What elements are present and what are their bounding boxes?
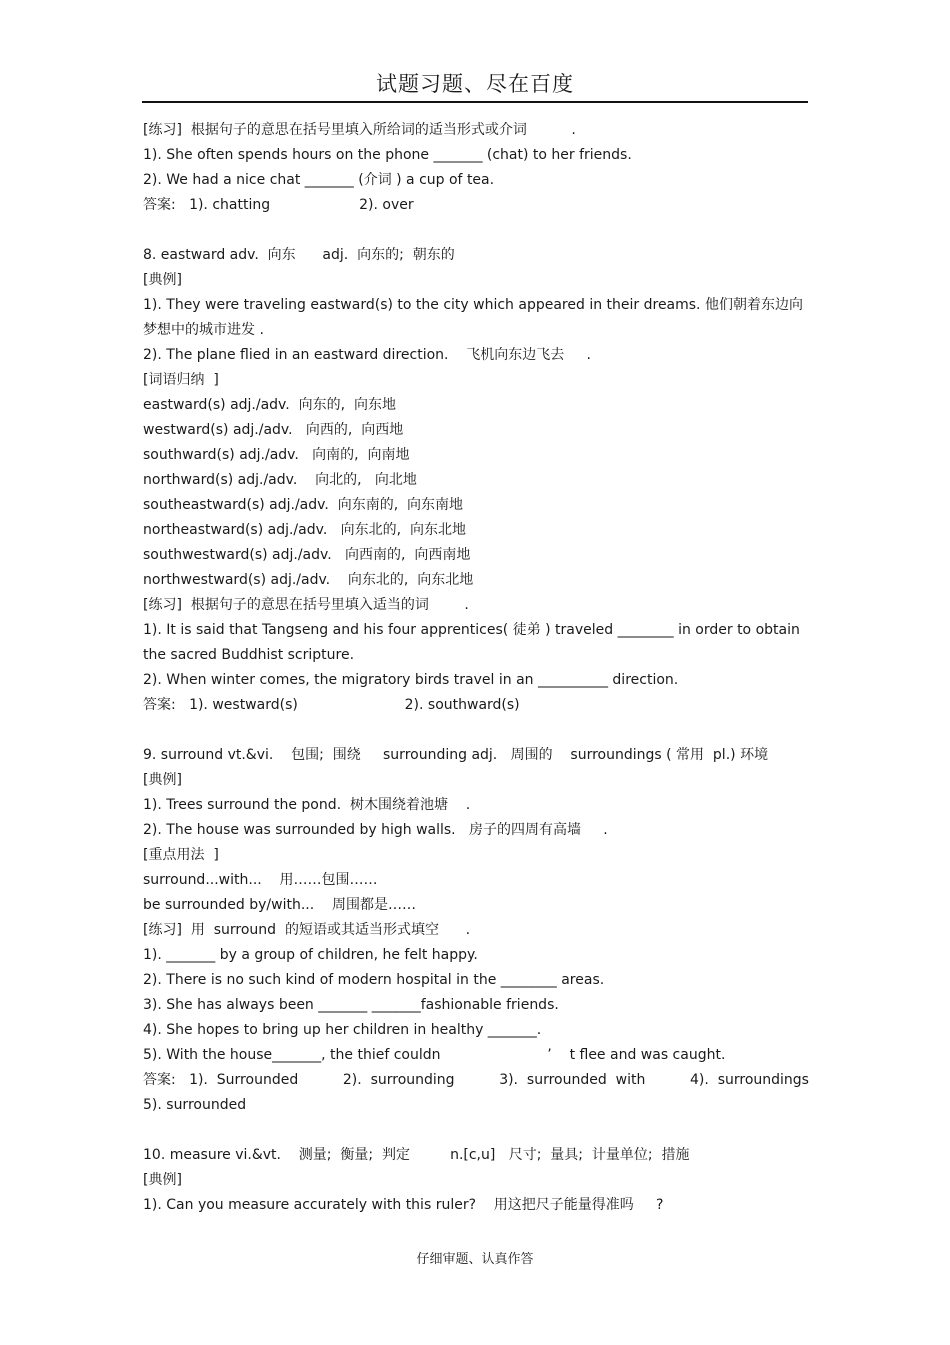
- header-divider: [142, 101, 808, 103]
- exercise-item: 3). She has always been _______ _______fashionable friends.: [143, 997, 559, 1013]
- usage-item: be surrounded by/with... 周围都是……: [143, 897, 416, 913]
- answer-line: 答案: 1). chatting 2). over: [143, 197, 414, 213]
- answer-part: 2). surrounding: [342, 1072, 455, 1088]
- exercise-item: 1). It is said that Tangseng and his four apprentices( 徒弟 ) traveled ________ in order to obtain the sacred Buddhist scripture.: [143, 622, 800, 663]
- exercise-heading: [练习] 根据句子的意思在括号里填入所给词的适当形式或介词 .: [143, 122, 576, 138]
- spacer: [143, 718, 809, 743]
- word-form-item: southeastward(s) adj./adv. 向东南的, 向东南地: [143, 497, 464, 513]
- page-footer: 仔细审题、认真作答: [416, 1252, 534, 1267]
- example-sentence: 1). Can you measure accurately with this ruler? 用这把尺子能量得准吗 ?: [143, 1197, 664, 1213]
- vocab-entry-surround: 9. surround vt.&vi. 包围; 围绕 surrounding adj. 周围的 surroundings ( 常用 pl.) 环境: [143, 747, 769, 763]
- exercise-item: 2). There is no such kind of modern hospital in the ________ areas.: [143, 972, 605, 988]
- exercise-item: 5). With the house_______, the thief couldn ’ t flee and was caught.: [143, 1047, 726, 1063]
- exercise-item: 1). _______ by a group of children, he felt happy.: [143, 947, 478, 963]
- word-form-item: southward(s) adj./adv. 向南的, 向南地: [143, 447, 410, 463]
- exercise-item: 2). When winter comes, the migratory birds travel in an __________ direction.: [143, 672, 679, 688]
- document-body: [143, 118, 809, 1218]
- spacer: [143, 1118, 809, 1143]
- answer-line: [143, 1068, 809, 1093]
- example-heading: [典例]: [143, 772, 182, 788]
- exercise-item: 2). We had a nice chat _______ (介词 ) a cup of tea.: [143, 172, 495, 188]
- word-form-item: northward(s) adj./adv. 向北的, 向北地: [143, 472, 417, 488]
- answer-part: 4). surroundings: [689, 1072, 809, 1088]
- example-heading: [典例]: [143, 1172, 182, 1188]
- answer-line: 5). surrounded: [143, 1097, 247, 1113]
- answer-part: 答案: 1). Surrounded: [143, 1072, 299, 1088]
- example-sentence: 2). The house was surrounded by high walls. 房子的四周有高墙 .: [143, 822, 608, 838]
- example-sentence: 1). Trees surround the pond. 树木围绕着池塘 .: [143, 797, 471, 813]
- vocab-entry-eastward: 8. eastward adv. 向东 adj. 向东的; 朝东的: [143, 247, 455, 263]
- exercise-heading: [练习] 根据句子的意思在括号里填入适当的词 .: [143, 597, 469, 613]
- word-form-item: northwestward(s) adj./adv. 向东北的, 向东北地: [143, 572, 474, 588]
- exercise-item: 1). She often spends hours on the phone _______ (chat) to her friends.: [143, 147, 632, 163]
- word-form-item: southwestward(s) adj./adv. 向西南的, 向西南地: [143, 547, 471, 563]
- page-header-title: 试题习题、尽在百度: [376, 72, 574, 96]
- word-form-item: westward(s) adj./adv. 向西的, 向西地: [143, 422, 404, 438]
- usage-item: surround...with... 用……包围……: [143, 872, 378, 888]
- answer-line: 答案: 1). westward(s) 2). southward(s): [143, 697, 520, 713]
- exercise-heading: [练习] 用 surround 的短语或其适当形式填空 .: [143, 922, 471, 938]
- spacer: [143, 218, 809, 243]
- word-form-item: eastward(s) adj./adv. 向东的, 向东地: [143, 397, 396, 413]
- answer-part: 3). surrounded with: [499, 1072, 646, 1088]
- summary-heading: [词语归纳 ]: [143, 372, 219, 388]
- exercise-item: 4). She hopes to bring up her children in healthy _______.: [143, 1022, 542, 1038]
- example-heading: [典例]: [143, 272, 182, 288]
- word-form-item: northeastward(s) adj./adv. 向东北的, 向东北地: [143, 522, 466, 538]
- example-sentence: 2). The plane flied in an eastward direction. 飞机向东边飞去 .: [143, 347, 591, 363]
- usage-heading: [重点用法 ]: [143, 847, 219, 863]
- example-sentence: 1). They were traveling eastward(s) to the city which appeared in their dreams. 他们朝着东边向梦想中的城市进发 .: [143, 297, 803, 338]
- vocab-entry-measure: 10. measure vi.&vt. 测量; 衡量; 判定 n.[c,u] 尺寸; 量具; 计量单位; 措施: [143, 1147, 690, 1163]
